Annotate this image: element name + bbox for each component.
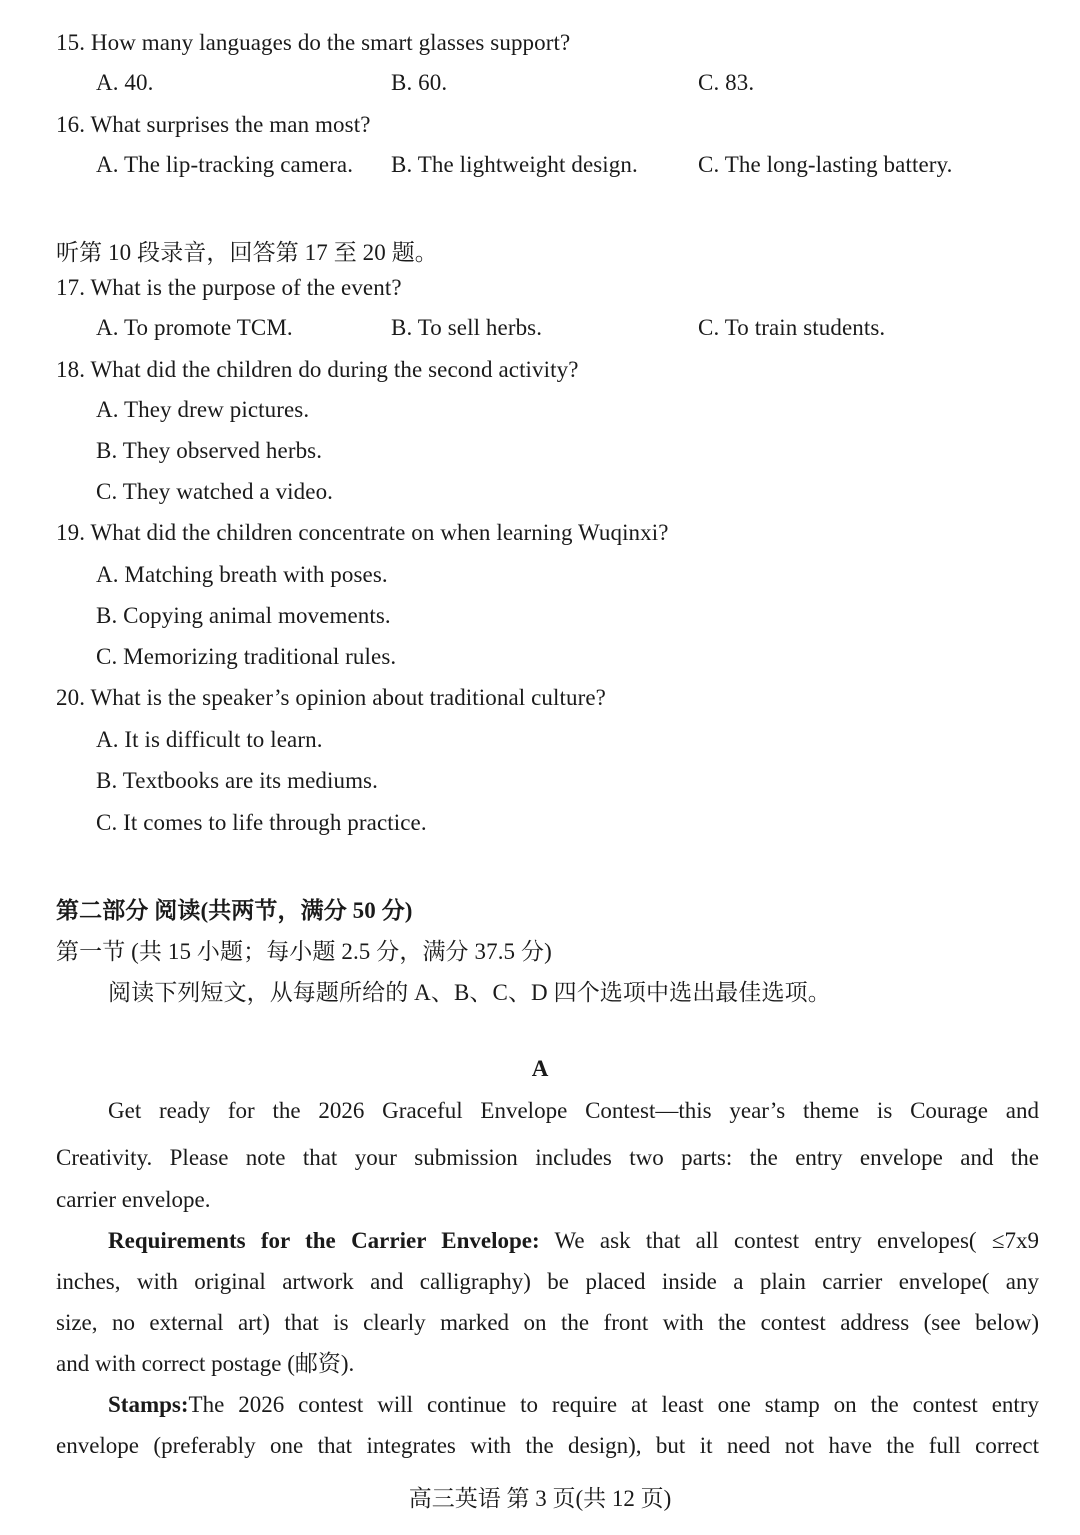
option-c: C. It comes to life through practice.: [96, 810, 427, 835]
reading-instruction: 阅读下列短文，从每题所给的 A、B、C、D 四个选项中选出最佳选项。: [108, 980, 831, 1005]
text-line: We ask that all contest entry envelopes( ≤7x9: [539, 1228, 1039, 1253]
option-b: B. They observed herbs.: [96, 438, 323, 463]
text-line: carrier envelope.: [56, 1187, 211, 1212]
option-a: A. Matching breath with poses.: [96, 562, 388, 587]
question-stem: 15. How many languages do the smart glasses support?: [56, 30, 571, 55]
question-stem: 18. What did the children do during the second activity?: [56, 357, 579, 382]
option-c: C. Memorizing traditional rules.: [96, 644, 397, 669]
page-footer: 高三英语 第 3 页(共 12 页): [408, 1486, 672, 1511]
passage-label: A: [531, 1056, 549, 1081]
options-row: [96, 315, 885, 341]
option-a: A. 40.: [96, 70, 154, 95]
paragraph-intro: [56, 1090, 1039, 1132]
text-line: The 2026 contest will continue to require at least one stamp on the contest entry: [188, 1392, 1039, 1417]
question-stem: 16. What surprises the man most?: [56, 112, 371, 137]
option-b: B. Copying animal movements.: [96, 603, 391, 628]
question-stem: 19. What did the children concentrate on when learning Wuqinxi?: [56, 520, 669, 545]
stamps-heading: Stamps:: [108, 1392, 189, 1417]
paragraph-carrier-cont: [56, 1261, 1039, 1303]
paragraph-intro-cont: [56, 1137, 1039, 1179]
text-line: Get ready for the 2026 Graceful Envelope Contest—this year’s theme is Courage and: [108, 1098, 1039, 1123]
option-a: A. The lip-tracking camera.: [96, 152, 354, 177]
text-line: envelope (preferably one that integrates with the design), but it need not have the full correct: [56, 1433, 1039, 1458]
option-b: B. The lightweight design.: [391, 152, 638, 177]
text-line: and with correct postage (邮资).: [56, 1351, 355, 1376]
text-line: inches, with original artwork and calligraphy) be placed inside a plain carrier envelope( any: [56, 1269, 1039, 1294]
question-stem: 20. What is the speaker’s opinion about traditional culture?: [56, 685, 606, 710]
paragraph-stamps-cont: [56, 1425, 1039, 1467]
paragraph-carrier-cont: [56, 1302, 1039, 1344]
option-c: C. 83.: [698, 70, 755, 95]
option-c: C. The long-lasting battery.: [698, 152, 953, 177]
paragraph-intro-end: [56, 1179, 1039, 1221]
option-b: B. Textbooks are its mediums.: [96, 768, 378, 793]
text-line: size, no external art) that is clearly marked on the front with the contest address (see below): [56, 1310, 1039, 1335]
option-c: C. They watched a video.: [96, 479, 334, 504]
option-c: C. To train students.: [698, 315, 886, 340]
option-a: A. To promote TCM.: [96, 315, 293, 340]
options-row: [96, 70, 754, 96]
section-instruction: 听第 10 段录音，回答第 17 至 20 题。: [56, 240, 438, 265]
text-line: Creativity. Please note that your submission includes two parts: the entry envelope and the: [56, 1145, 1039, 1170]
option-b: B. To sell herbs.: [391, 315, 543, 340]
question-stem: 17. What is the purpose of the event?: [56, 275, 402, 300]
option-a: A. It is difficult to learn.: [96, 727, 323, 752]
section-title: 第一节 (共 15 小题；每小题 2.5 分，满分 37.5 分): [56, 939, 552, 964]
option-b: B. 60.: [391, 70, 448, 95]
paragraph-stamps: [56, 1384, 1039, 1426]
paragraph-carrier: [56, 1220, 1039, 1262]
carrier-heading: Requirements for the Carrier Envelope:: [108, 1228, 540, 1253]
option-a: A. They drew pictures.: [96, 397, 310, 422]
part-title: 第二部分 阅读(共两节，满分 50 分): [56, 898, 413, 923]
options-row: [96, 152, 952, 178]
paragraph-carrier-end: [56, 1343, 1039, 1385]
